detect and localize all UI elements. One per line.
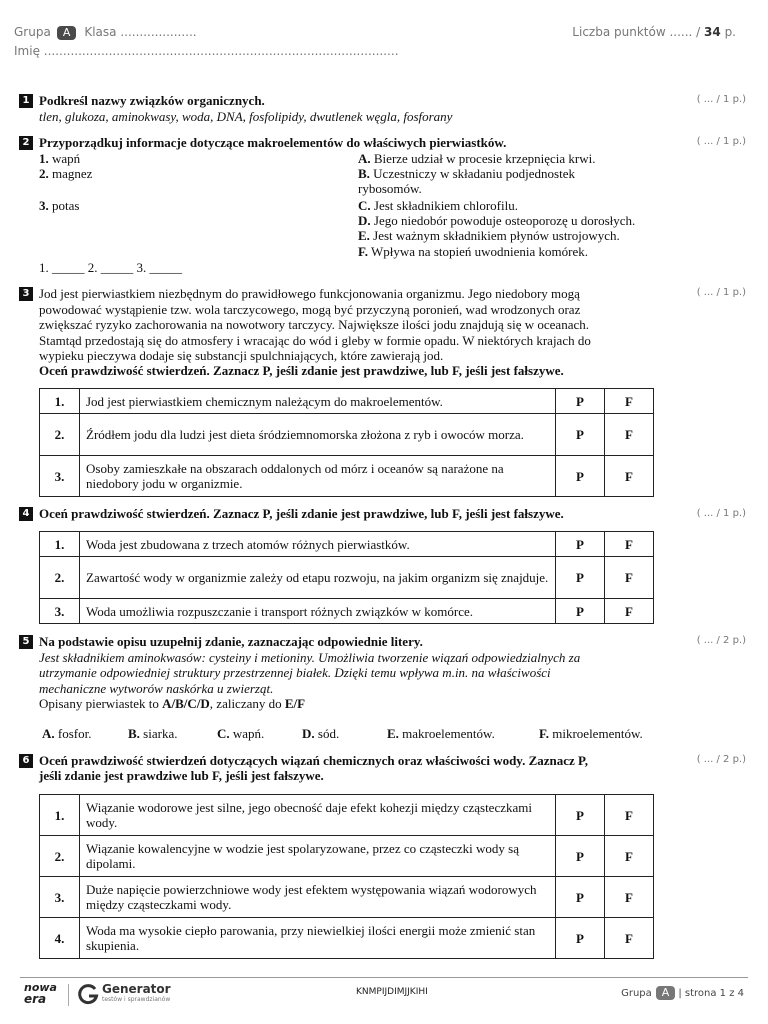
info-option-d: D. Jego niedobór powoduje osteoporozę u dorosłych. bbox=[358, 213, 636, 228]
passage-line: Stamtąd przedostają się do atmosfery i wracając do wód i gleby w formie opadu. W niektórych krajach do bbox=[39, 332, 591, 348]
row-number: 1. bbox=[40, 389, 80, 414]
statement-text: Woda umożliwia rozpuszczanie i transport różnych związków w komórce. bbox=[80, 599, 556, 624]
question-items-1: tlen, glukoza, aminokwasy, woda, DNA, fosfolipidy, dwutlenek węgla, fosforany bbox=[39, 109, 453, 124]
logo-separator bbox=[68, 984, 69, 1006]
element-option-1: 1. wapń bbox=[39, 151, 81, 166]
table-row bbox=[40, 389, 654, 414]
element-option-2: 2. magnez bbox=[39, 166, 93, 181]
group-label: Grupa bbox=[14, 25, 51, 39]
statement-text: Duże napięcie powierzchniowe wody jest efektem występowania wiązań wodorowych między cząsteczkami wody. bbox=[80, 877, 556, 918]
question-points-2: ( ... / 1 p.) bbox=[696, 136, 746, 147]
option-e[interactable]: E. makroelementów. bbox=[387, 726, 495, 741]
question-points-6: ( ... / 2 p.) bbox=[696, 754, 746, 765]
description-line: mechaniczne wytworów naskórka u zwierząt. bbox=[39, 681, 274, 696]
info-option-a: A. Bierze udział w procesie krzepnięcia krwi. bbox=[358, 151, 596, 166]
question-number-3: 3 bbox=[19, 287, 33, 301]
info-option-f: F. Wpływa na stopień uwodnienia komórek. bbox=[358, 244, 588, 259]
false-option[interactable]: F bbox=[605, 836, 654, 877]
false-option[interactable]: F bbox=[605, 414, 654, 456]
page-number: | strona 1 z 4 bbox=[678, 988, 744, 999]
false-option[interactable]: F bbox=[605, 557, 654, 599]
row-number: 2. bbox=[40, 836, 80, 877]
passage-line: wypieku pieczywa dodaje się substancji spulchniających, które zawierają jod. bbox=[39, 348, 444, 363]
statement-text: Zawartość wody w organizmie zależy od etapu rozwoju, na jakim organizm się znajduje. bbox=[80, 557, 556, 599]
statement-text: Woda jest zbudowana z trzech atomów różnych pierwiastków. bbox=[80, 532, 556, 557]
row-number: 3. bbox=[40, 599, 80, 624]
passage-line: Jod jest pierwiastkiem niezbędnym do prawidłowego funkcjonowania organizmu. Jego niedobory mogą bbox=[39, 286, 580, 301]
table-row bbox=[40, 836, 654, 877]
generator-title: Generator bbox=[102, 982, 171, 996]
table-row bbox=[40, 557, 654, 599]
true-option[interactable]: P bbox=[556, 532, 605, 557]
true-option[interactable]: P bbox=[556, 414, 605, 456]
question-title-6-cont: jeśli zdanie jest prawdziwe lub F, jeśli jest fałszywe. bbox=[39, 768, 324, 783]
table-row bbox=[40, 456, 654, 497]
question-number-5: 5 bbox=[19, 635, 33, 649]
footer-group-label: Grupa bbox=[621, 988, 652, 999]
question-points-5: ( ... / 2 p.) bbox=[696, 635, 746, 646]
false-option[interactable]: F bbox=[605, 456, 654, 497]
statement-text: Wiązanie wodorowe jest silne, jego obecność daje efekt kohezji między cząsteczkami wody. bbox=[80, 795, 556, 836]
table-row bbox=[40, 532, 654, 557]
points-total: 34 bbox=[704, 25, 721, 39]
row-number: 2. bbox=[40, 414, 80, 456]
option-d[interactable]: D. sód. bbox=[302, 726, 340, 741]
statement-text: Osoby zamieszkałe na obszarach oddalonych od mórz i oceanów są narażone na niedobory jodu w organizmie. bbox=[80, 456, 556, 497]
false-option[interactable]: F bbox=[605, 918, 654, 959]
option-c[interactable]: C. wapń. bbox=[217, 726, 265, 741]
true-option[interactable]: P bbox=[556, 836, 605, 877]
true-option[interactable]: P bbox=[556, 599, 605, 624]
true-option[interactable]: P bbox=[556, 877, 605, 918]
table-row bbox=[40, 795, 654, 836]
points-summary bbox=[572, 25, 736, 39]
nowa-era-logo bbox=[24, 982, 60, 1008]
false-option[interactable]: F bbox=[605, 599, 654, 624]
option-f[interactable]: F. mikroelementów. bbox=[539, 726, 643, 741]
true-option[interactable]: P bbox=[556, 456, 605, 497]
class-field: Klasa .................... bbox=[84, 25, 197, 39]
statement-text: Woda ma wysokie ciepło parowania, przy niewielkiej ilości energii może zmienić stan skupienia. bbox=[80, 918, 556, 959]
statement-text: Jod jest pierwiastkiem chemicznym należącym do makroelementów. bbox=[80, 389, 556, 414]
true-option[interactable]: P bbox=[556, 389, 605, 414]
generator-subtitle: testów i sprawdzianów bbox=[102, 996, 171, 1003]
false-option[interactable]: F bbox=[605, 389, 654, 414]
question-points-1: ( ... / 1 p.) bbox=[696, 94, 746, 105]
element-option-3: 3. potas bbox=[39, 198, 80, 213]
row-number: 3. bbox=[40, 877, 80, 918]
question-number-4: 4 bbox=[19, 507, 33, 521]
logo-text-bottom: era bbox=[24, 992, 47, 1006]
option-a[interactable]: A. fosfor. bbox=[42, 726, 92, 741]
true-false-table-4 bbox=[39, 531, 654, 624]
false-option[interactable]: F bbox=[605, 877, 654, 918]
question-title-6: Oceń prawdziwość stwierdzeń dotyczących wiązań chemicznych oraz właściwości wody. Zaznacz P, bbox=[39, 753, 589, 768]
statement-text: Wiązanie kowalencyjne w wodzie jest spolaryzowane, przez co cząsteczki wody są dipolami. bbox=[80, 836, 556, 877]
info-option-c: C. Jest składnikiem chlorofilu. bbox=[358, 198, 518, 213]
question-instruction-4: Oceń prawdziwość stwierdzeń. Zaznacz P, jeśli zdanie jest prawdziwe, lub F, jeśli jest fałszywe. bbox=[39, 506, 564, 521]
points-prefix: Liczba punktów ...... / bbox=[572, 25, 701, 39]
true-false-table-6 bbox=[39, 794, 654, 959]
true-option[interactable]: P bbox=[556, 795, 605, 836]
row-number: 2. bbox=[40, 557, 80, 599]
question-points-3: ( ... / 1 p.) bbox=[696, 287, 746, 298]
generator-icon bbox=[77, 983, 99, 1005]
description-line: utrzymanie odpowiedniej struktury przestrzennej białek. Dzięki temu wpływa m.in. na właściwości bbox=[39, 665, 551, 680]
group-field bbox=[14, 25, 197, 40]
answer-blanks-2[interactable]: 1. _____ 2. _____ 3. _____ bbox=[39, 260, 182, 275]
question-title-2: Przyporządkuj informacje dotyczące makroelementów do właściwych pierwiastków. bbox=[39, 135, 507, 150]
question-points-4: ( ... / 1 p.) bbox=[696, 508, 746, 519]
row-number: 3. bbox=[40, 456, 80, 497]
info-option-b: B. Uczestniczy w składaniu podjednostek bbox=[358, 166, 575, 181]
footer-page-info bbox=[621, 986, 744, 1000]
table-row bbox=[40, 877, 654, 918]
false-option[interactable]: F bbox=[605, 795, 654, 836]
logo-text-top: nowa bbox=[24, 981, 57, 994]
passage-line: powodować wystąpienie tzw. wola tarczycowego, mogą być przyczyną poronień, wad wrodzonych oraz bbox=[39, 301, 581, 317]
row-number: 4. bbox=[40, 918, 80, 959]
group-badge: A bbox=[57, 26, 77, 40]
true-option[interactable]: P bbox=[556, 918, 605, 959]
completion-sentence: Opisany pierwiastek to A/B/C/D, zaliczany do E/F bbox=[39, 696, 306, 711]
false-option[interactable]: F bbox=[605, 532, 654, 557]
footer-divider bbox=[20, 977, 748, 978]
true-option[interactable]: P bbox=[556, 557, 605, 599]
question-title-5: Na podstawie opisu uzupełnij zdanie, zaznaczając odpowiednie litery. bbox=[39, 634, 423, 649]
question-number-6: 6 bbox=[19, 754, 33, 768]
table-row bbox=[40, 918, 654, 959]
description-line: Jest składnikiem aminokwasów: cysteiny i metioniny. Umożliwia tworzenie wiązań odpowiedzialnych za bbox=[39, 650, 581, 665]
row-number: 1. bbox=[40, 795, 80, 836]
statement-text: Źródłem jodu dla ludzi jest dieta śródziemnomorska złożona z ryb i owoców morza. bbox=[80, 414, 556, 456]
question-instruction-3: Oceń prawdziwość stwierdzeń. Zaznacz P, jeśli zdanie jest prawdziwe, lub F, jeśli jest fałszywe. bbox=[39, 363, 564, 378]
question-number-2: 2 bbox=[19, 136, 33, 150]
name-field: Imię ............................................................................................. bbox=[14, 44, 399, 58]
row-number: 1. bbox=[40, 532, 80, 557]
question-title-1: Podkreśl nazwy związków organicznych. bbox=[39, 93, 265, 108]
option-b[interactable]: B. siarka. bbox=[128, 726, 178, 741]
question-number-1: 1 bbox=[19, 94, 33, 108]
true-false-table-3 bbox=[39, 388, 654, 497]
test-code: KNMPIJDIMJJKIHI bbox=[356, 987, 428, 997]
points-suffix: p. bbox=[724, 25, 736, 39]
info-option-b-cont: rybosomów. bbox=[358, 181, 422, 196]
info-option-e: E. Jest ważnym składnikiem płynów ustrojowych. bbox=[358, 228, 620, 243]
table-row bbox=[40, 599, 654, 624]
table-row bbox=[40, 414, 654, 456]
footer-group-badge: A bbox=[656, 986, 676, 1000]
passage-line: zwiększać ryzyko zachorowania na nowotwory tarczycy. Największe ilości jodu znajdują się w oceanach. bbox=[39, 317, 589, 332]
